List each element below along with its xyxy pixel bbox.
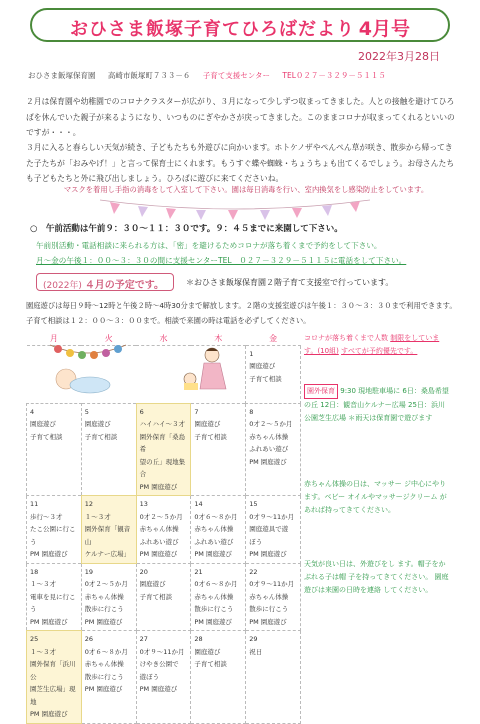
garland-illustration [48,341,128,365]
mask-notice: マスクを着用し手指の消毒をして入室して下さい。園は毎日消毒を行い、室内換気をし感染防止をしています。 [63,185,429,194]
calendar-event-text: 園庭遊び [139,580,166,588]
calendar-event-text: 赤ちゃん体操 [194,592,234,601]
calendar-event-text: 祝日 [249,647,263,656]
calendar-event-text: 赤ちゃん体操 [249,592,289,601]
capacity-line: 制限をしています。(10組) [304,334,440,355]
calendar-event-text: 園外保育「浜川公 [30,660,76,681]
newsletter-title: おひさま飯塚子育てひろばだより [70,19,355,40]
calendar-event-text: 赤ちゃん体操 [139,525,179,533]
calendar-day-cell [191,563,246,631]
reservation-note: 午前別活動・電話相談に来られる方は、「密」を避けるためコロナが落ち着くまで予約をして下さい。 [36,241,382,250]
baby-exercise-line: オイルやマッサージクリーム [347,493,438,501]
calendar-day-cell [136,496,191,564]
schedule-year: (2022年) [43,281,82,291]
calendar-event-text: PM 園庭遊び [249,617,287,626]
calendar-date: 26 [84,635,94,643]
calendar-event-text: PM 園庭遊び [30,550,68,558]
calendar-day-cell [81,403,136,496]
day-header: 木 [191,333,246,345]
calendar-event-text: 園庭遊具で遊 [249,525,289,533]
capacity-note [304,332,449,358]
calendar-event-text: 散歩に行こう [194,605,234,613]
calendar-event-text: PM 園庭遊び [84,617,123,626]
calendar-event-text: PM 園庭遊び [84,685,123,693]
calendar-day-cell [246,563,301,631]
calendar-event-text: ふれあい遊び [249,445,289,453]
calendar-event-text: 散歩に行こう [249,605,289,613]
calendar-event-text: 子育て相談 [139,592,173,601]
calendar-event-text: 歩行～３才 [30,512,63,521]
calendar-week-row [27,403,301,496]
calendar-event-text: けやき公園で [139,660,179,668]
calendar-event-text: １～３才 [30,580,56,588]
calendar-day-cell [246,631,301,724]
calendar-date: 14 [194,500,203,508]
calendar-event-text: 遊ぼう [139,672,160,681]
calendar-event-text: 赤ちゃん体操 [84,660,124,668]
calendar-event-text: 赤ちゃん体操 [194,525,234,533]
calendar-event-text: 子育て相談 [84,432,118,441]
calendar-event-text: 園庭遊び [194,647,221,656]
calendar-week-row [27,496,301,564]
calendar-day-cell [246,496,301,564]
center-name: 子育て支援センター [202,71,270,80]
calendar-date: 8 [249,407,254,416]
calendar-date: 18 [30,567,39,576]
calendar-date: 4 [30,407,35,416]
day-header: 火 [81,333,136,345]
calendar-event-text: ハイハイ～３才 [139,420,185,428]
calendar-event-text: PM 園庭遊び [30,710,68,718]
baby-exercise-note [304,478,449,517]
baby-exercise-line: ジ中心にやります。ベビー [304,480,446,501]
calendar-event-text: 0才２～５か月 [249,420,293,428]
address-line [28,70,458,81]
schedule-heading [36,273,174,291]
issue-label: 4月号 [358,18,410,40]
calendar-day-cell [191,403,246,496]
outdoor-line: 子を持ってきてください。 [348,573,433,581]
day-header: 水 [136,333,191,345]
calendar-event-text: 0才２～５か月 [84,580,128,588]
outing-line: ＊雨天は保育園で遊びます [348,414,433,422]
day-header: 金 [246,333,301,345]
calendar-day-cell [81,563,136,631]
calendar-day-cell [191,496,246,564]
calendar-event-text: たこ公園に行こう [30,525,76,546]
title-banner [30,8,450,42]
calendar-event-text: 赤ちゃん体操 [84,592,124,601]
calendar-event-text: 散歩に行こう [84,672,124,681]
calendar-date: 21 [194,567,203,576]
calendar-event-text: 電車を見に行こう [30,592,76,613]
calendar-day-cell [27,631,82,724]
nurse-illustration [176,345,246,390]
calendar-day-cell [246,403,301,496]
calendar-date: 25 [30,635,39,643]
org-name: おひさま飯塚保育園 [28,71,96,80]
capacity-line: コロナが落ち着くまで人数 [304,334,388,342]
calendar-event-text: 園外保育「観音山 [84,525,131,546]
baby-exercise-line: 赤ちゃん体操の日は、マッサー [304,480,402,488]
calendar-event-text: 園庭遊び [249,362,276,370]
calendar-event-text: PM 園庭遊び [249,550,287,558]
calendar-event-text: 赤ちゃん体操 [249,432,289,441]
calendar-date: 5 [84,407,89,416]
calendar-body [27,345,301,723]
calendar-event-text: 園庭遊び [84,420,111,428]
building-note: ＊おひさま飯塚保育園２階子育て支援室で行っています。 [186,278,394,287]
calendar-event-text: 0才６～８か月 [194,580,238,588]
calendar-week-row [27,631,301,724]
outing-line: 12日：観音山ケルナー広場 [320,401,406,409]
org-location: 高崎市飯塚町７３３－６ [107,71,191,80]
calendar-date: 29 [249,635,258,643]
calendar-date: 27 [139,635,148,643]
outing-note [304,384,449,425]
calendar-event-text: １～３才 [30,647,56,656]
day-header: 月 [27,333,82,345]
calendar-event-text: 園庭遊び [194,420,221,428]
calendar-date: 12 [84,500,94,508]
calendar-event-text: 園芝生広場」現地 [30,685,76,706]
calendar-day-cell [27,403,82,496]
calendar-event-text: PM 園庭遊び [249,457,287,466]
calendar-day-cell [27,496,82,564]
outing-line: 6日：桑島希望の丘 [304,387,449,409]
intro-paragraph-1: ２月は保育園や幼稚園でのコロナクラスターが広がり、３月になって少しずつ収まってきました。人との接触を避けてひろばを休んでいた親子が来るようになり、いつものにぎやかさが戻ってきました。このままコロナが収まってくれるといいのですが・・・。 [26,97,455,138]
outing-tag: 園外保育 [304,384,338,399]
calendar-date: 20 [139,567,148,576]
calendar-date: 28 [194,635,203,643]
calendar-day-cell [81,631,136,724]
calendar-event-text: PM 園庭遊び [194,550,232,558]
calendar-event-text: 0才６～８か月 [84,647,128,656]
phone-note: 月～金の午後１：００～３：３０の間に支援センターTEL ０２７－３２９－５１１５に電話をして下さい。 [36,256,407,265]
outing-line: 9:30 現地駐車場に [340,387,401,395]
intro-paragraph-2: ３月に入ると春らしい天気が続き、子どもたちも外遊びに向かいます。ホトケノザやぺんぺん草が咲き、散歩から帰ってきた子たちが「おみやげ！」と言って保育士にくれます。もうすぐ蝶や蜘蛛・ちょうちょも出てくるでしょう。お母さんたちも子どもたちと外に飛び出しましょう。ひろばに遊びに来てくださいね。 [26,143,455,184]
calendar-event-text: 0才９～11か月 [139,647,185,656]
calendar-date: 22 [249,567,258,576]
calendar-event-text: ぼう [249,537,263,546]
calendar-event-text: ふれあい遊び [139,537,179,546]
calendar-event-text: 望の丘」現地集合 [139,457,186,478]
calendar-day-cell [191,631,246,724]
schedule-label: ４月の予定です。 [84,280,165,291]
bunting-decoration [100,196,370,220]
calendar-event-text: 散歩に行こう [84,605,124,613]
outdoor-line: 天気が良い日は、外遊びをし [304,560,395,568]
calendar-day-cell [246,345,301,403]
calendar-event-text: PM 園庭遊び [30,617,68,626]
calendar-date: 19 [84,567,94,576]
calendar-event-text: １～３才 [84,512,111,521]
calendar-event-text: 0才９～11か月 [249,512,295,521]
calendar-event-text: 子育て相談 [194,660,227,668]
baby-illustration [48,365,118,395]
calendar-date: 6 [139,407,144,416]
calendar-event-text: 園庭遊び [30,420,56,428]
calendar-event-text: PM 園庭遊び [139,482,178,491]
outdoor-line: 園庭遊びは来園の日時を連絡 [304,573,449,594]
calendar-date: 15 [249,500,258,508]
calendar-event-text: PM 園庭遊び [194,617,232,626]
calendar-event-text: ケルナー広場」 [84,550,130,558]
garden-note: 園庭遊びは毎日９時～12時と午後２時～4時30分まで解放します。２階の支援室遊びは午後１：３０～３：３０まで利用できます。子育て相談は１２：００～３：００まで。相談で来園の時は電話を必ずしてください。 [26,301,457,325]
calendar-event-text: 子育て相談 [249,374,282,383]
calendar-event-text: 子育て相談 [30,432,63,441]
outing-line: 25日：浜川公園芝生広場 [304,401,445,422]
calendar-day-cell [136,563,191,631]
baby-exercise-line: があれば持ってきてください。 [304,493,447,514]
activity-hours: ○ 午前活動は午前９：３０～１１：３０です。９：４５までに来園して下さい。 [30,224,343,234]
calendar-event-text: 子育て相談 [194,432,227,441]
capacity-line: すべてが予約優先です。 [341,347,418,355]
issue-date: 2022年3月28日 [358,50,440,63]
calendar-day-cell [136,403,191,496]
calendar-day-cell [136,631,191,724]
calendar-event-text: 0才９～11か月 [249,580,295,588]
calendar-event-text: PM 園庭遊び [139,685,178,693]
calendar-event-text: 園外保育「桑島希 [139,432,186,453]
center-tel: TEL０２７－３２９－５１１５ [282,71,386,80]
calendar-event-text: 0才２～５か月 [139,512,183,521]
calendar-date: 7 [194,407,199,416]
calendar-day-cell [81,496,136,564]
calendar-date: 1 [249,349,254,358]
calendar-day-cell [27,563,82,631]
outdoor-line: してください。 [383,586,433,594]
calendar-week-row [27,563,301,631]
calendar-date: 13 [139,500,148,508]
calendar-event-text: ふれあい遊び [194,537,234,546]
calendar-event-text: 0才６～８か月 [194,512,238,521]
calendar-date: 11 [30,500,39,508]
outdoor-line: ます。帽子をかぶれる子は帽 [304,560,446,581]
calendar-event-text: PM 園庭遊び [139,550,178,558]
outdoor-note [304,558,449,597]
